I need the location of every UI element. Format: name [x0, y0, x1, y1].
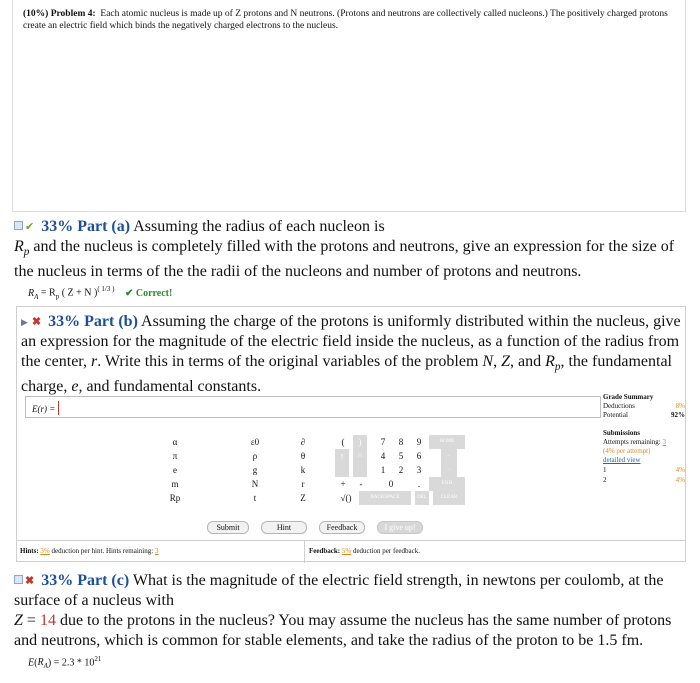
part-a-answer: $R_A = R_p$ ( Z + N )$^{( 1/3 )}$ ✔ Correct! [28, 285, 173, 301]
key-t[interactable]: t [253, 493, 257, 503]
key-del[interactable]: DEL [415, 491, 429, 505]
submit-button[interactable]: Submit [207, 521, 249, 534]
part-a-text-line1: Assuming the radius of each nucleon is [133, 218, 385, 235]
key-blank-1[interactable] [335, 463, 349, 477]
key-pi[interactable]: π [172, 451, 178, 461]
collapse-icon[interactable] [14, 221, 23, 230]
key-epsilon0[interactable]: ε0 [250, 437, 260, 447]
key-0[interactable]: 0 [388, 479, 394, 489]
key-r[interactable]: r [301, 479, 305, 489]
key-open-paren[interactable]: ( [341, 437, 345, 447]
action-buttons [207, 521, 423, 534]
part-c-text-2: due to the protons in the nucleus? You may assume the nucleus has the same number of protons and neutrons, which is common for stable elements, and take the radius of the proton to be 1.5 fm. [14, 612, 672, 649]
key-7[interactable]: 7 [380, 437, 386, 447]
feedback-info: Feedback: 5% deduction per feedback. [309, 547, 421, 555]
part-b-text-4: , and fundamental constants. [78, 378, 262, 396]
collapse-icon[interactable] [14, 575, 23, 584]
part-b-text-1: Assuming the charge of the protons is uniformly distributed within the nucleus, give an expression for the magnitude of the electric field inside the nucleus, as a function of the radius from the center, [21, 313, 681, 370]
key-end[interactable]: END [429, 477, 465, 491]
key-plus[interactable]: + [340, 479, 346, 489]
keypad-col-2 [245, 435, 265, 505]
key-3[interactable]: 3 [416, 465, 422, 475]
answer-input[interactable] [25, 396, 601, 418]
grade-summary [603, 393, 685, 485]
key-up-arrow[interactable]: ↑ [335, 449, 349, 463]
part-c-text-1: What is the magnitude of the electric field strength, in newtons per coulomb, at the surface of a nucleus with [14, 572, 664, 609]
key-minus[interactable]: - [359, 479, 363, 489]
key-right[interactable]: → [441, 463, 457, 477]
give-up-button[interactable]: I give up! [377, 521, 423, 534]
part-c: ✖ 33% Part (c) What is the magnitude of the electric field strength, in newtons per coulomb, at the surface of a nucleus with Z = 14 due to the protons in the nucleus? You may assume the nucleus has the same number of protons and neutrons, which is common for stable elements, and take the radius of the proton to be 1.5 fm. $E(R_A) = 2.3 * 10^{21}$ [14, 570, 686, 670]
key-home[interactable]: HOME [429, 435, 465, 449]
attempt-row: 2 4% [603, 476, 685, 484]
key-blank-2[interactable] [353, 463, 367, 477]
key-g[interactable]: g [252, 465, 258, 475]
key-partial[interactable]: ∂ [300, 437, 306, 447]
hints-info: Hints: 3% deduction per hint. Hints remaining: 3 [20, 547, 159, 555]
key-rho[interactable]: ρ [252, 451, 258, 461]
part-b-text-3: the fundamental charge, [21, 353, 672, 396]
problem-heading: (10%) Problem 4: [23, 9, 96, 19]
part-a-icons[interactable] [14, 216, 34, 237]
key-left[interactable]: ← [441, 449, 457, 463]
key-5[interactable]: 5 [398, 451, 404, 461]
key-close-paren[interactable]: ) [353, 435, 367, 449]
potential-value: 92% [671, 411, 685, 419]
key-backspace[interactable]: BACKSPACE [359, 491, 411, 505]
key-9[interactable]: 9 [416, 437, 422, 447]
feedback-button[interactable]: Feedback [319, 521, 365, 534]
part-b-icons[interactable] [21, 311, 41, 332]
part-b: ▶ ✖ 33% Part (b) Assuming the charge of the protons is uniformly distributed within the nucleus, give an expression for the magnitude of the electric field inside the nucleus, as a function of the radius from the center, r. Write this in terms of the original variables of the problem N, Z, and $R_p$, the fundamental charge, e, and fundamental constants. E(r) = Grade Summary Deductions 8% Potential 92% Submissions Attempts remaining: 3 (4% per attempt) detailed view 1 4% 2 4% α π e m Rp ε0 ρ g N t ∂ θ k r Z ( ) ↑ ^ + - √() 7 8 9 4 5 6 1 2 3 0 . HOME ← → END BACKSPACE DEL CLEAR Submit Hint Feedback I give up! [16, 306, 686, 562]
incorrect-icon: ✖ [31, 316, 42, 328]
part-a-percent: 33% Part (a) [41, 218, 131, 235]
key-4[interactable]: 4 [380, 451, 386, 461]
hints-feedback-bar [16, 540, 686, 562]
key-e[interactable]: e [173, 465, 177, 475]
keypad-col-3 [293, 435, 313, 505]
hint-button[interactable]: Hint [261, 521, 307, 534]
key-2[interactable]: 2 [398, 465, 404, 475]
text-caret [58, 401, 59, 415]
key-1[interactable]: 1 [380, 465, 386, 475]
problem-statement [12, 0, 686, 212]
deductions-value: 8% [675, 402, 685, 410]
key-caret[interactable]: ^ [353, 449, 367, 463]
deductions-label: Deductions [603, 402, 635, 410]
hints-remaining: 3 [154, 547, 159, 555]
divider [304, 541, 305, 563]
part-c-percent: 33% Part (c) [41, 572, 130, 589]
part-b-text-2: . Write this in terms of the original variables of the problem [97, 353, 479, 370]
incorrect-icon: ✖ [25, 575, 35, 587]
key-n[interactable]: N [251, 479, 259, 489]
key-theta[interactable]: θ [300, 451, 306, 461]
key-clear[interactable]: CLEAR [433, 491, 465, 505]
potential-label: Potential [603, 411, 628, 419]
problem-text: Each atomic nucleus is made up of Z protons and N neutrons. (Protons and neutrons are collectively called nucleons.) The positively charged protons create an electric field which binds the negatively charged electrons to the nucleus. [23, 9, 668, 31]
key-alpha[interactable]: α [172, 437, 178, 447]
part-c-icons[interactable] [14, 570, 34, 591]
input-label: E(r) = [32, 404, 56, 414]
detailed-view-link[interactable]: detailed view [603, 456, 641, 464]
attempts-label: Attempts remaining: [603, 438, 661, 446]
part-a-text-rest: and the nucleus is completely filled with the protons and neutrons, give an expression for the size of the nucleus in terms of the the radii of the nucleons and number of protons and neutrons. [14, 238, 675, 281]
key-6[interactable]: 6 [416, 451, 422, 461]
grade-summary-title: Grade Summary [603, 393, 654, 401]
key-rp[interactable]: Rp [169, 493, 181, 503]
key-z[interactable]: Z [300, 493, 306, 503]
key-m[interactable]: m [171, 479, 179, 489]
hint-deduction: 3% [40, 547, 50, 555]
attempts-value: 3 [662, 438, 666, 446]
part-a: ✔ 33% Part (a) Assuming the radius of each nucleon is $R_p$ and the nucleus is completely filled with the protons and neutrons, give an expression for the size of the nucleus in terms of the the radii of the nucleons and number of protons and neutrons. $R_A = R_p$ ( Z + N )$^{( 1/3 )}$ ✔ Correct! [14, 216, 686, 300]
correct-status: ✔ Correct! [124, 287, 173, 299]
key-8[interactable]: 8 [398, 437, 404, 447]
part-c-answer: $E(R_A) = 2.3 * 10^{21}$ [28, 655, 102, 671]
per-attempt: (4% per attempt) [603, 447, 651, 455]
key-k[interactable]: k [300, 465, 306, 475]
attempt-row: 1 4% [603, 466, 685, 474]
key-dot[interactable]: . [417, 479, 421, 489]
expand-arrow-icon[interactable]: ▶ [21, 317, 28, 327]
feedback-deduction: 5% [341, 547, 352, 555]
keypad-col-1 [165, 435, 185, 505]
part-b-percent: 33% Part (b) [48, 313, 138, 330]
submissions-title: Submissions [603, 429, 640, 437]
checkmark-icon: ✔ [25, 221, 35, 233]
key-sqrt[interactable]: √() [340, 493, 352, 503]
z-value: 14 [39, 612, 56, 629]
